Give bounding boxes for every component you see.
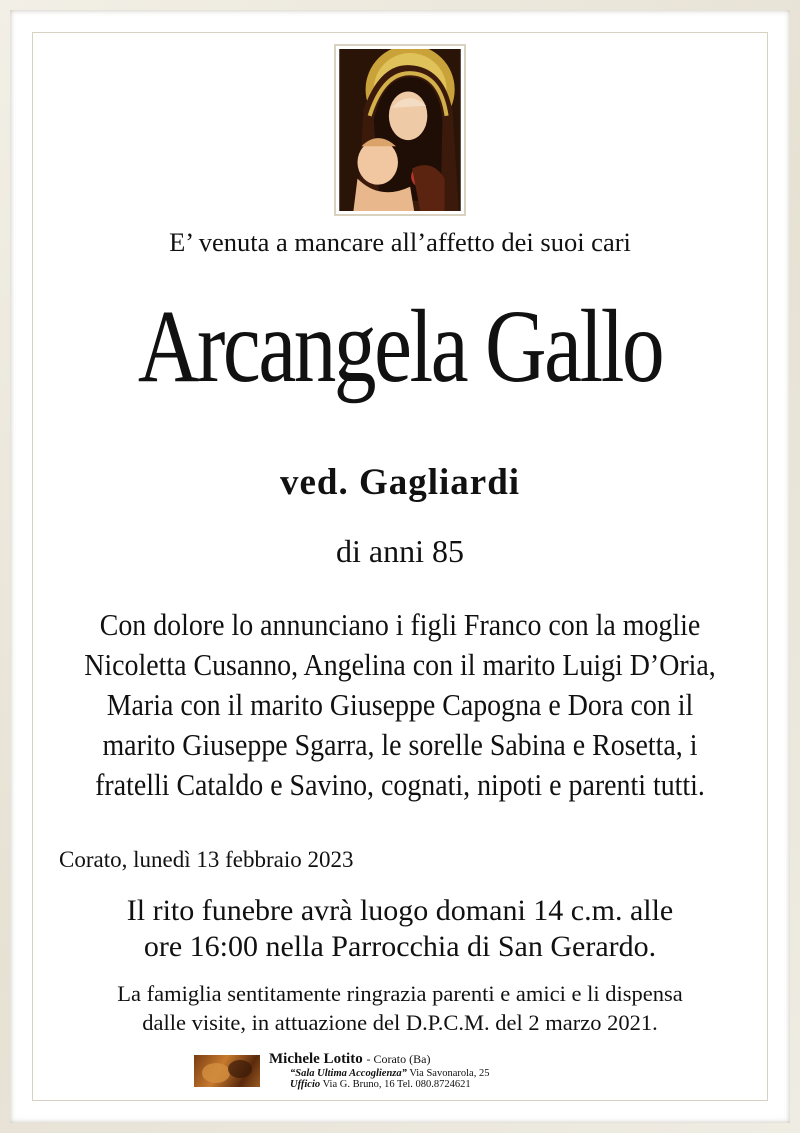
age-line: di anni 85: [336, 533, 464, 569]
hall-address: Via Savonarola, 25: [409, 1068, 490, 1079]
funeral-rite-text: [33, 893, 767, 965]
agency-name-line: [269, 1051, 430, 1068]
madonna-and-child-icon: [334, 44, 466, 216]
announcement-line: Con dolore lo annunciano i figli Franco con la moglie: [99, 607, 701, 642]
announcement-text: [70, 605, 731, 805]
thanks-line: La famiglia sentitamente ringrazia parenti e amici e li dispensa: [117, 981, 683, 1006]
agency-location: - Corato (Ba): [366, 1052, 431, 1066]
rite-line: ore 16:00 nella Parrocchia di San Gerardo.: [143, 930, 657, 963]
funeral-agency-footer: [194, 1053, 614, 1091]
madonna-and-child-image: [339, 49, 461, 211]
announcement-line: fratelli Cataldo e Savino, cognati, nipoti e parenti tutti.: [95, 767, 705, 802]
office-phone: Tel. 080.8724621: [397, 1079, 471, 1090]
agency-logo-icon: [194, 1055, 260, 1087]
agency-logo-image: [194, 1055, 260, 1087]
deceased-name: Arcangela Gallo: [137, 289, 663, 404]
announcement-line: marito Giuseppe Sgarra, le sorelle Sabina e Rosetta, i: [102, 727, 698, 762]
office-line: [290, 1079, 471, 1090]
rite-line: Il rito funebre avrà luogo domani 14 c.m. alle: [126, 894, 674, 927]
office-label: Ufficio: [290, 1079, 321, 1090]
hall-line: [290, 1068, 489, 1079]
thanks-text: [33, 979, 767, 1037]
announcement-line: Nicoletta Cusanno, Angelina con il marito Luigi D’Oria,: [84, 647, 716, 682]
married-name: ved. Gagliardi: [279, 462, 521, 503]
office-address: Via G. Bruno, 16: [322, 1079, 395, 1090]
announcement-line: Maria con il marito Giuseppe Capogna e Dora con il: [106, 687, 694, 722]
thanks-line: dalle visite, in attuazione del D.P.C.M. del 2 marzo 2021.: [142, 1010, 658, 1035]
obituary-notice: [32, 32, 768, 1101]
agency-name: Michele Lotito: [269, 1051, 363, 1067]
hall-name: “Sala Ultima Accoglienza”: [290, 1068, 407, 1079]
dateline: Corato, lunedì 13 febbraio 2023: [59, 847, 354, 872]
intro-line: E’ venuta a mancare all’affetto dei suoi cari: [169, 227, 631, 257]
